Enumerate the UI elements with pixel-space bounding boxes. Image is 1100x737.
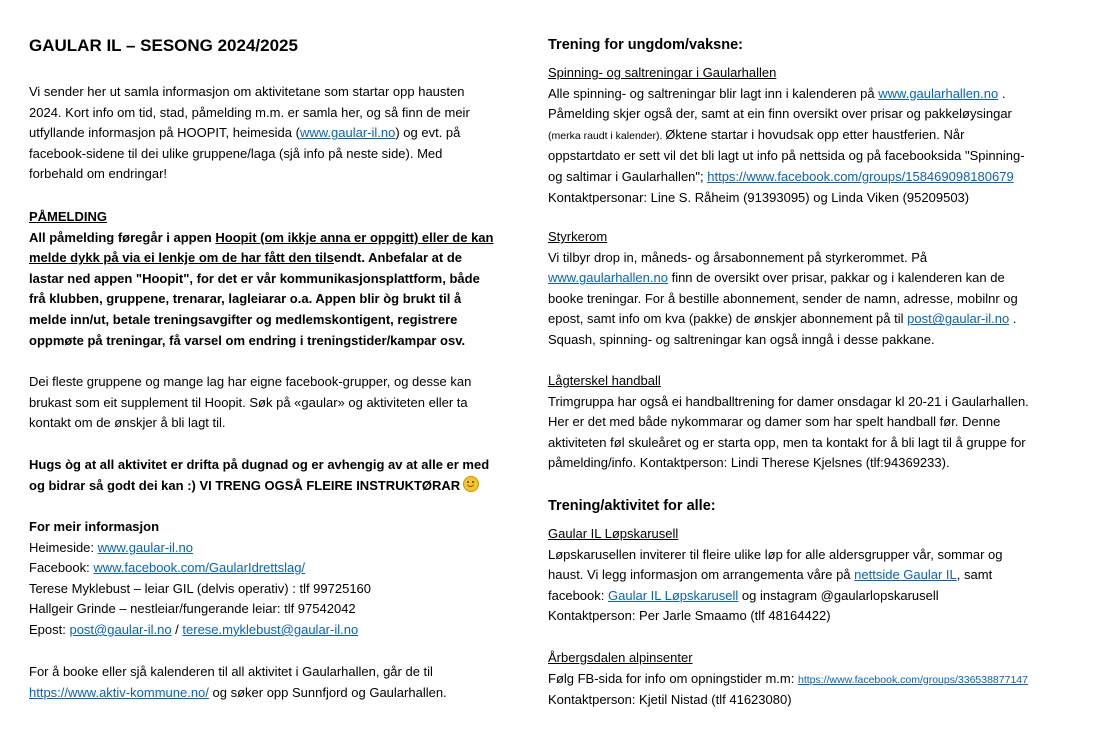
- lopskarusell-section: [548, 524, 1002, 627]
- intro-line: facebook-sidene til dei ulike gruppene/laga (sjå info på neste side). Med: [29, 145, 443, 161]
- fb-groups-line: Dei fleste gruppene og mange lag har eigne facebook-grupper, og desse kan: [29, 374, 472, 389]
- spinning-title: Spinning- og saltreningar i Gaularhallen: [548, 65, 777, 80]
- spinning-line: og saltimar i Gaularhallen"; https://www.facebook.com/groups/158469098180679: [548, 168, 1014, 184]
- lopskarusell-line: Kontaktperson: Per Jarle Smaamo (tlf 48164422): [548, 608, 831, 624]
- handball-line: påmelding/info. Kontaktperson: Lindi Therese Kjelsnes (tlf:94369233).: [548, 455, 950, 471]
- booking-line: For å booke eller sjå kalenderen til all aktivitet i Gaularhallen, går de til: [29, 664, 433, 679]
- spinning-line: Alle spinning- og saltreningar blir lagt inn i kalenderen på www.gaularhallen.no .: [548, 85, 1006, 101]
- homepage-link[interactable]: www.gaular-il.no: [97, 539, 194, 555]
- pamelding-heading: PÅMELDING: [29, 209, 107, 224]
- facebook-groups-paragraph: [29, 372, 471, 434]
- styrkerom-line: Squash, spinning- og saltreningar kan også inngå i desse pakkane.: [548, 331, 935, 347]
- spinning-line: oppstartdato er sett vil det bli lagt ut info på nettsida og på facebooksida "Spinning-: [548, 148, 1025, 164]
- alpin-facebook-link[interactable]: https://www.facebook.com/groups/336538877147: [797, 673, 1028, 686]
- handball-section: [548, 371, 1029, 474]
- post-email-link[interactable]: post@gaular-il.no: [907, 311, 1010, 327]
- leader-line: Terese Myklebust – leiar GIL (delvis operativ) : tlf 99725160: [29, 580, 372, 596]
- nettside-link[interactable]: nettside Gaular IL: [854, 567, 957, 583]
- alpin-section: [548, 648, 1028, 711]
- alpin-title: Årbergsdalen alpinsenter: [548, 650, 693, 665]
- pamelding-line: melde dykk på via ei lenkje om de har fått den tilsendt. Anbefalar at de: [29, 250, 462, 266]
- styrkerom-line: Vi tilbyr drop in, måneds- og årsabonnement på styrkerommet. På: [548, 249, 928, 265]
- pamelding-line: All påmelding føregår i appen Hoopit (om ikkje anna er oppgitt) eller de kan: [29, 229, 494, 245]
- styrkerom-title: Styrkerom: [548, 229, 608, 244]
- smiley-icon: [463, 476, 479, 492]
- page-title: GAULAR IL – SESONG 2024/2025: [29, 36, 298, 55]
- homepage-line: Heimeside: www.gaular-il.no: [29, 539, 194, 555]
- email-link-terese[interactable]: terese.myklebust@gaular-il.no: [182, 621, 359, 637]
- all-activities-heading: Trening/aktivitet for alle:: [548, 498, 716, 514]
- intro-line: utfyllande informasjon på HOOPIT, heimesida (www.gaular-il.no) og evt. på: [29, 125, 461, 141]
- booking-paragraph: [29, 662, 447, 703]
- styrkerom-line: booke treningar. For å bestille abonnement, sender de namn, adresse, mobilnr og: [548, 290, 1018, 306]
- email-line: Epost: post@gaular-il.no / terese.myklebust@gaular-il.no: [29, 621, 359, 637]
- pamelding-line: melde inn/ut, betale treningsavgifter og medlemskontigent, registrere: [29, 311, 458, 327]
- handball-title: Lågterskel handball: [548, 373, 661, 388]
- email-link-post[interactable]: post@gaular-il.no: [69, 621, 172, 637]
- pamelding-section: [29, 207, 493, 351]
- intro-line: forbehald om endringar!: [29, 166, 168, 182]
- more-info-heading: For meir informasjon: [29, 519, 160, 534]
- deputy-line: Hallgeir Grinde – nestleiar/fungerande leiar: tlf 97542042: [29, 601, 356, 617]
- styrkerom-line: epost, samt info om kva (pakke) de ønskjer abonnement på til post@gaular-il.no .: [548, 311, 1017, 327]
- facebook-line: Facebook: www.facebook.com/GaularIdrettslag/: [29, 560, 306, 576]
- styrkerom-line: www.gaularhallen.no finn de oversikt over prisar, pakkar og i kalenderen kan de: [548, 270, 1005, 286]
- lopskarusell-line: haust. Vi legg informasjon om arrangementa våre på nettside Gaular IL, samt: [548, 567, 993, 583]
- dugnad-line: og bidrar så godt dei kan :) VI TRENG OGSÅ FLEIRE INSTRUKTØRAR: [29, 476, 489, 497]
- lopskarusell-facebook-link[interactable]: Gaular IL Løpskarusell: [608, 587, 739, 603]
- dugnad-line: Hugs òg at all aktivitet er drifta på dugnad og er avhengig av at alle er med: [29, 457, 490, 472]
- alpin-line: Kontaktperson: Kjetil Nistad (tlf 41623080): [548, 692, 792, 708]
- lopskarusell-line: Løpskarusellen inviterer til fleire ulike løp for alle aldersgrupper vår, sommar og: [548, 546, 1003, 562]
- intro-paragraph: [29, 82, 470, 185]
- more-info-section: [29, 517, 371, 641]
- pamelding-line: oppmøte på treningar, få varsel om endring i treningstider/kampar osv.: [29, 332, 466, 348]
- spinning-line: Påmelding skjer også der, samt at ein finn oversikt over prisar og pakkeløysingar: [548, 106, 1012, 122]
- spinning-line: (merka raudt i kalender). Øktene startar i hovudsak opp etter haustferien. Når: [548, 126, 965, 142]
- dugnad-paragraph: [29, 455, 489, 496]
- fb-groups-line: kontakt om de ønskjer å bli lagt til.: [29, 415, 226, 431]
- gaularhallen-link[interactable]: www.gaularhallen.no: [878, 85, 999, 101]
- youth-adult-heading: Trening for ungdom/vaksne:: [548, 37, 743, 53]
- fb-groups-line: brukast som eit supplement til Hoopit. Søk på «gaular» og aktiviteten eller ta: [29, 394, 468, 410]
- handball-line: aktiviteten føl skuleåret og er starta opp, men ta kontakt for å bli lagt til å gruppe for: [548, 434, 1026, 450]
- lopskarusell-line: facebook: Gaular IL Løpskarusell og instagram @gaularlopskarusell: [548, 587, 939, 603]
- intro-line: 2024. Kort info om tid, stad, påmelding m.m. er samla her, og så finn de meir: [29, 104, 470, 120]
- intro-line: Vi sender her ut samla informasjon om aktivitetane som startar opp hausten: [29, 84, 465, 99]
- styrkerom-section: [548, 227, 1018, 351]
- facebook-link[interactable]: www.facebook.com/GaularIdrettslag/: [93, 560, 306, 576]
- homepage-link[interactable]: www.gaular-il.no: [299, 125, 396, 141]
- spinning-section: [548, 63, 1025, 208]
- booking-line: https://www.aktiv-kommune.no/ og søker opp Sunnfjord og Gaularhallen.: [29, 684, 447, 700]
- pamelding-line: lastar ned appen "Hoopit", for det er vår kommunikasjonsplattform, både: [29, 270, 480, 286]
- lopskarusell-title: Gaular IL Løpskarusell: [548, 526, 679, 541]
- alpin-line: Følg FB-sida for info om opningstider m.m: https://www.facebook.com/groups/336538877147: [548, 670, 1028, 686]
- gaularhallen-link[interactable]: www.gaularhallen.no: [548, 270, 668, 286]
- spinning-line: Kontaktpersonar: Line S. Råheim (91393095) og Linda Viken (95209503): [548, 189, 970, 205]
- spinning-facebook-link[interactable]: https://www.facebook.com/groups/158469098180679: [707, 168, 1014, 184]
- aktiv-kommune-link[interactable]: https://www.aktiv-kommune.no/: [29, 684, 209, 700]
- handball-line: Trimgruppa har også ei handballtrening for damer onsdagar kl 20-21 i Gaularhallen.: [548, 393, 1029, 409]
- handball-line: Her er det med både nykommarar og damer som har spelt handball før. Denne: [548, 414, 1001, 430]
- pamelding-line: frå klubben, gruppene, trenarar, lagleiarar o.a. Appen blir òg brukt til å: [29, 291, 462, 307]
